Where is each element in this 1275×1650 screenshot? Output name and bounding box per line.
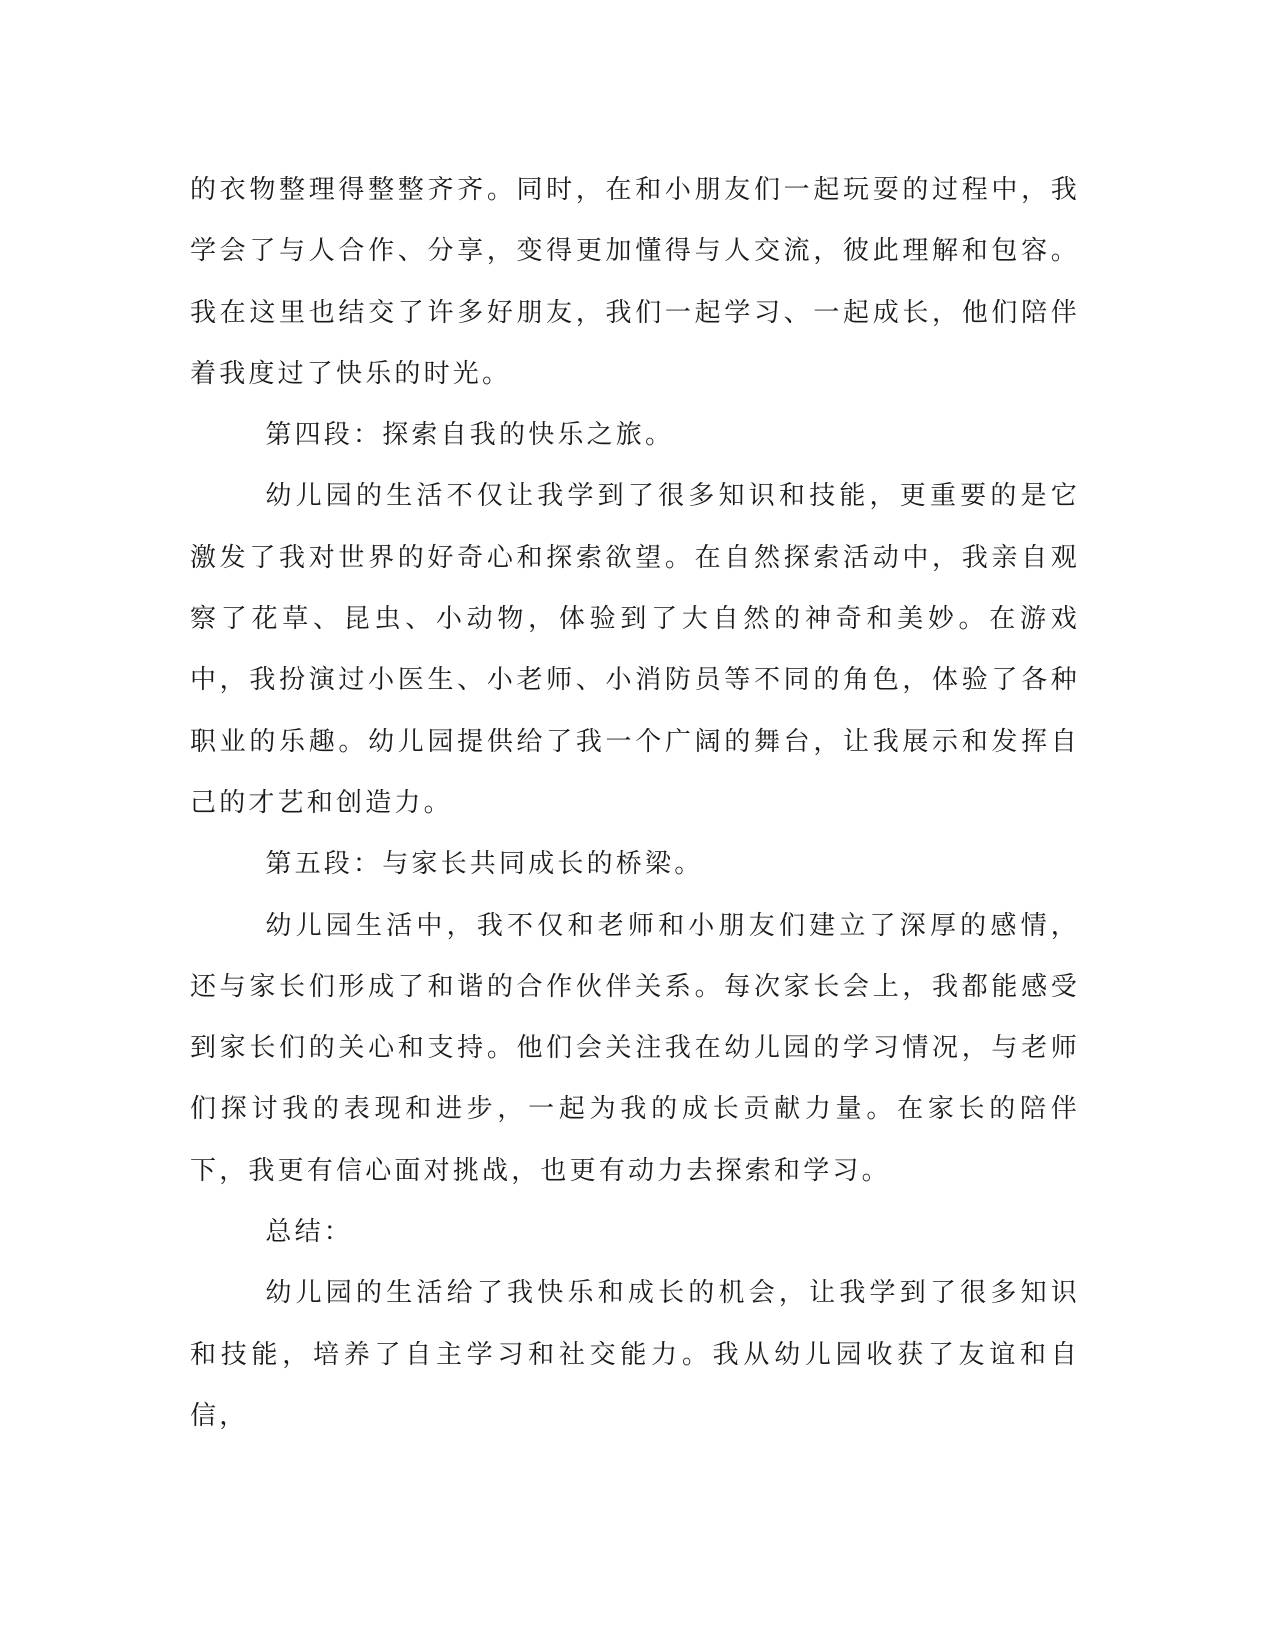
paragraph: 幼儿园生活中，我不仅和老师和小朋友们建立了深厚的感情，还与家长们形成了和谐的合作伙伴关系。每次家长会上，我都能感受到家长们的关心和支持。他们会关注我在幼儿园的学习情况，与老师们探讨我的表现和进步，一起为我的成长贡献力量。在家长的陪伴下，我更有信心面对挑战，也更有动力去探索和学习。 [190, 910, 1080, 1186]
paragraph: 幼儿园的生活给了我快乐和成长的机会，让我学到了很多知识和技能，培养了自主学习和社交能力。我从幼儿园收获了友谊和自信， [190, 1278, 1080, 1431]
summary-heading: 总结： [265, 1217, 353, 1248]
section-heading-5: 第五段：与家长共同成长的桥梁。 [265, 849, 704, 880]
document-body [190, 160, 1080, 1447]
paragraph: 幼儿园的生活不仅让我学到了很多知识和技能，更重要的是它激发了我对世界的好奇心和探索欲望。在自然探索活动中，我亲自观察了花草、昆虫、小动物，体验到了大自然的神奇和美妙。在游戏中，我扮演过小医生、小老师、小消防员等不同的角色，体验了各种职业的乐趣。幼儿园提供给了我一个广阔的舞台，让我展示和发挥自己的才艺和创造力。 [190, 481, 1080, 818]
section-heading-4: 第四段：探索自我的快乐之旅。 [265, 420, 675, 451]
paragraph-continued: 的衣物整理得整整齐齐。同时，在和小朋友们一起玩耍的过程中，我学会了与人合作、分享，变得更加懂得与人交流，彼此理解和包容。我在这里也结交了许多好朋友，我们一起学习、一起成长，他们陪伴着我度过了快乐的时光。 [190, 175, 1080, 389]
